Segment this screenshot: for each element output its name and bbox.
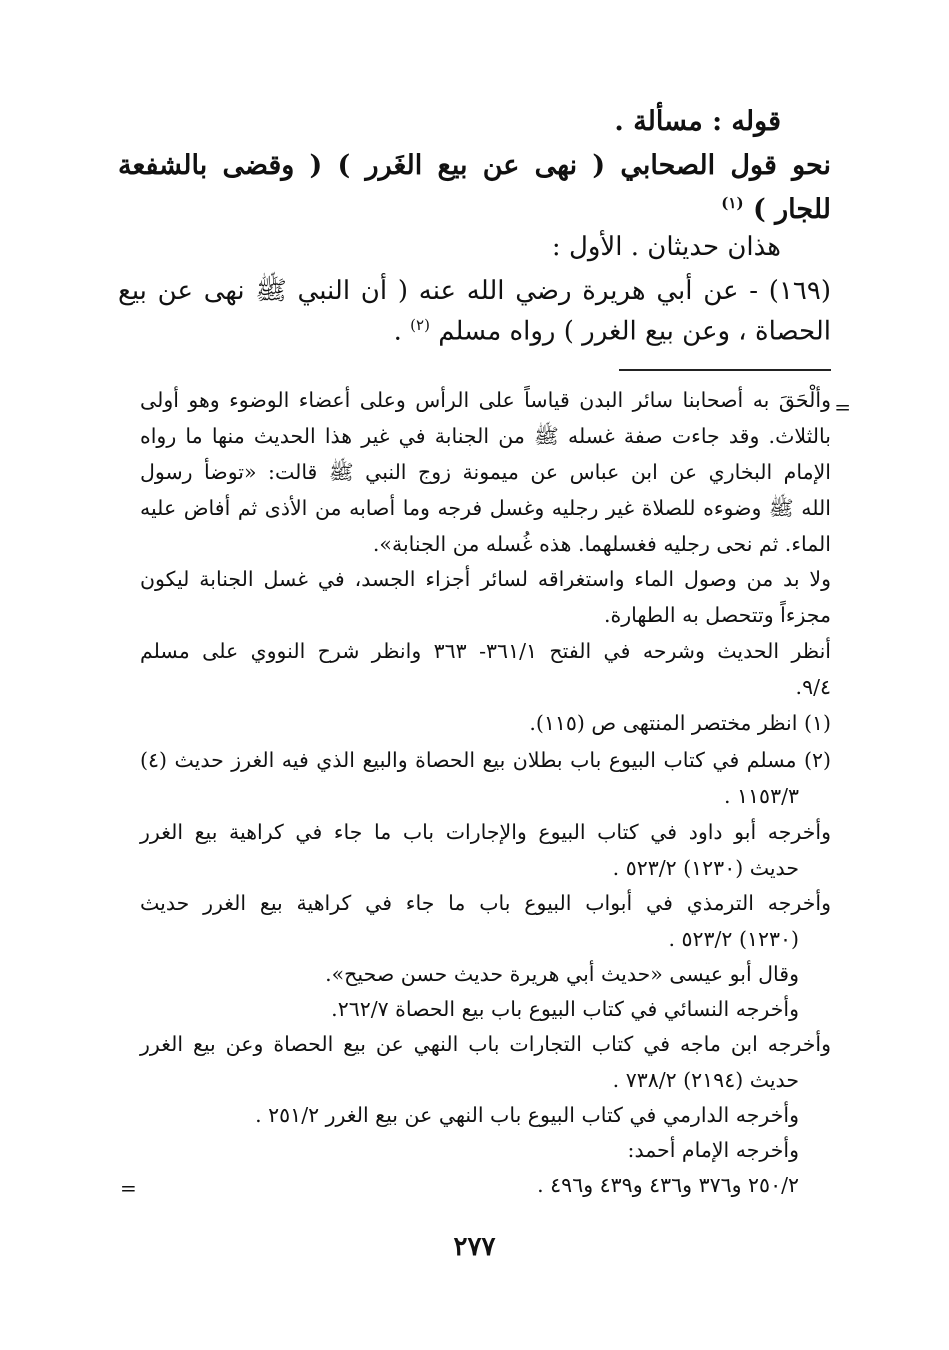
footnote-2-line: وأخرجه النسائي في كتاب البيوع باب بيع الحصاة ٢٦٢/٧. xyxy=(331,997,799,1021)
hadith-line-1: (١٦٩) - عن أبي هريرة رضي الله عنه ( أن النبي ﷺ نهى عن بيع xyxy=(118,276,831,306)
footnote-2-line: حديث (١٢٣٠) ٥٢٣/٢ . xyxy=(612,856,799,880)
footnote-2-line: وقال أبو عيسى «حديث أبي هريرة حديث حسن صحيح». xyxy=(325,962,799,986)
heading-line-2 xyxy=(721,194,831,225)
body-line-1: هذان حديثان . الأول : xyxy=(551,232,781,262)
page-number: ٢٧٧ xyxy=(453,1232,496,1262)
footnote-cont-line: الماء. ثم نحى رجليه فغسلهما. هذه غُسله من الجنابة». xyxy=(372,532,831,556)
footnote-2-line: (١٢٣٠) ٥٢٣/٢ . xyxy=(668,927,799,951)
heading-line-2-text: للجار ) xyxy=(752,194,831,225)
footnote-cont-line: مجزءاً وتتحصل به الطهارة. xyxy=(603,603,831,627)
footnote-2-line: وأخرجه الدارمي في كتاب البيوع باب النهي عن بيع الغرر ٢٥١/٢ . xyxy=(255,1103,799,1127)
footnote-ref-1: (١) xyxy=(721,194,744,212)
footnote-cont-line: الإمام البخاري عن ابن عباس عن ميمونة زوج النبي ﷺ قالت: «توضأ رسول xyxy=(140,460,831,484)
footnote-2-line: حديث (٢١٩٤) ٧٣٨/٢ . xyxy=(612,1068,799,1092)
hadith-line-2-text: الحصاة ، وعن بيع الغرر ) رواه مسلم xyxy=(438,316,831,347)
footnote-2-line: وأخرجه الترمذي في أبواب البيوع باب ما جاء في كراهية بيع الغرر حديث xyxy=(140,891,831,915)
footnote-2-line: وأخرجه ابن ماجه في كتاب التجارات باب النهي عن بيع الحصاة وعن بيع الغرر xyxy=(140,1032,831,1056)
footnote-2-line: ١١٥٣/٣ . xyxy=(723,784,799,808)
footnote-cont-line: ولا بد من وصول الماء واستغراقه لسائر أجزاء الجسد، في غسل الجنابة ليكون xyxy=(140,567,831,591)
footnote-2-line: ٢٥٠/٢ و٣٧٦ و٤٣٦ و٤٣٩ و٤٩٦ . xyxy=(537,1173,799,1197)
footnote-cont-line: أنظر الحديث وشرحه في الفتح ٣٦١/١- ٣٦٣ وانظر شرح النووي على مسلم xyxy=(140,639,831,663)
footnote-cont-line: ٩/٤. xyxy=(795,675,831,699)
footnote-cont-line: وألْحَقَ به أصحابنا سائر البدن قياساً على الرأس وعلى أعضاء الوضوء وهو أولى xyxy=(140,388,831,412)
footnote-2-line: (٢) مسلم في كتاب البيوع باب بطلان بيع الحصاة والبيع الذي فيه الغرز حديث (٤) xyxy=(140,748,831,772)
hadith-line-2-end: . xyxy=(393,316,402,347)
footnote-1: (١) انظر مختصر المنتهى ص (١١٥). xyxy=(529,711,831,735)
hadith-line-2 xyxy=(394,316,831,347)
footnote-cont-line: الله ﷺ وضوءه للصلاة غير رجليه وغسل فرجه وما أصابه من الأذى ثم أفاض عليه xyxy=(140,496,831,520)
footnote-ref-2: (٢) xyxy=(410,316,430,334)
heading-line-1: نحو قول الصحابي ( نهى عن بيع الغَرر ) ( وقضى بالشفعة xyxy=(118,150,831,181)
section-title: قوله : مسألة . xyxy=(614,106,781,137)
footnote-separator xyxy=(619,369,831,371)
continues-marker: = xyxy=(120,1176,137,1200)
continued-marker: = xyxy=(834,395,851,419)
footnote-2-line: وأخرجه الإمام أحمد: xyxy=(627,1138,799,1162)
footnote-cont-line: بالثلاث. وقد جاءت صفة غسله ﷺ من الجنابة في غير هذا الحديث منها ما رواه xyxy=(140,424,831,448)
footnote-2-line: وأخرجه أبو داود في كتاب البيوع والإجارات باب ما جاء في كراهية بيع الغرر xyxy=(140,820,831,844)
